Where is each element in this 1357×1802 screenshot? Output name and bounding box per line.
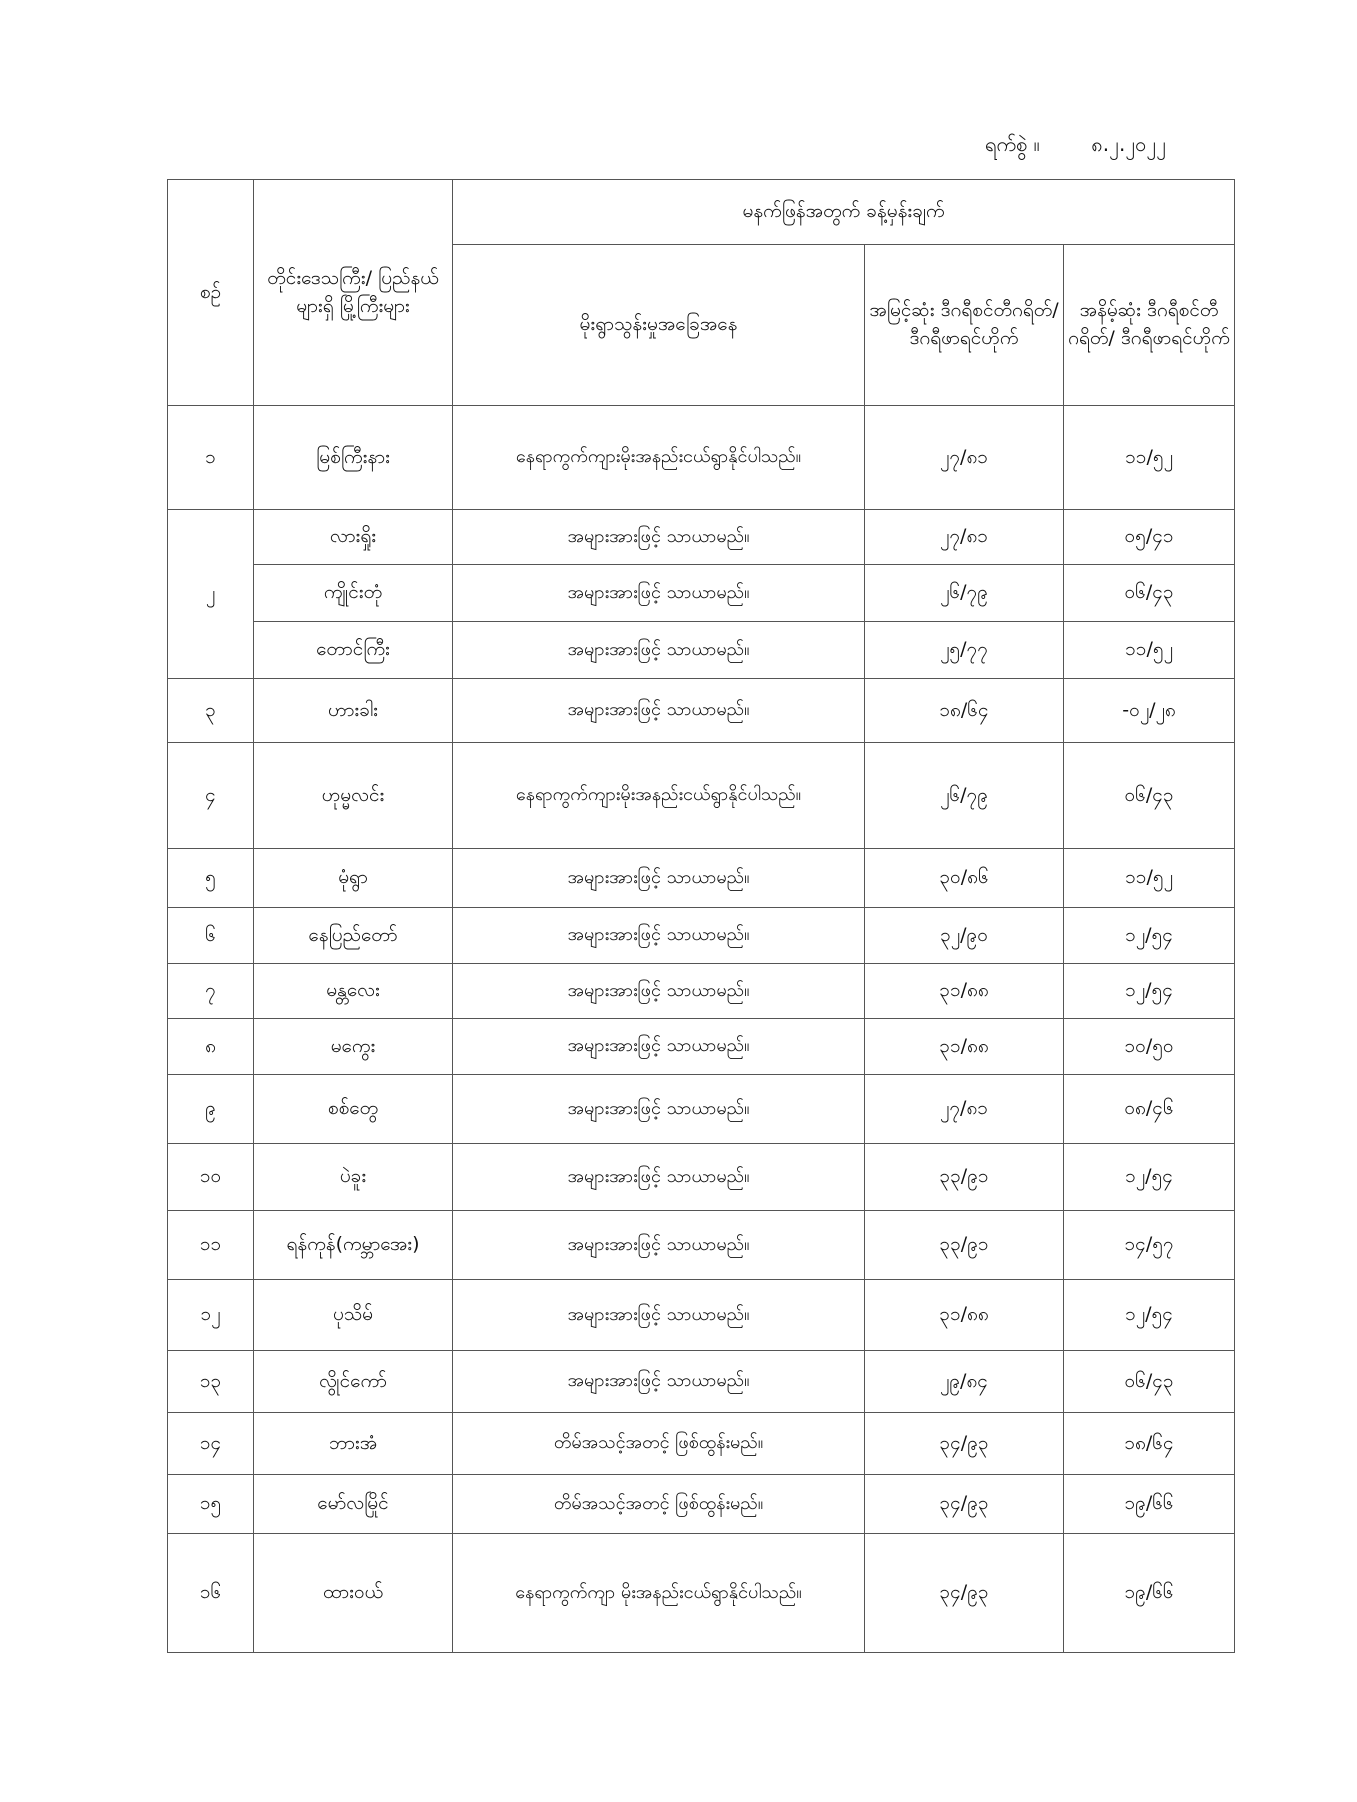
max-temperature: ၃၀/၈၆: [865, 849, 1064, 908]
city-name: လားရှိုး: [254, 510, 453, 565]
table-row: [168, 1019, 1235, 1075]
table-row: [168, 1351, 1235, 1413]
table-row: [168, 743, 1235, 849]
serial-number: ၇: [168, 964, 254, 1019]
table-row: [168, 510, 1235, 565]
table-row: [168, 1211, 1235, 1280]
min-temperature: ၁၈/၆၄: [1064, 1413, 1235, 1475]
serial-number: ၁၅: [168, 1475, 254, 1534]
max-temperature: ၂၉/၈၄: [865, 1351, 1064, 1413]
min-temperature: ၁၁/၅၂: [1064, 622, 1235, 679]
min-temperature: ၁၉/၆၆: [1064, 1534, 1235, 1653]
city-name: မုံရွာ: [254, 849, 453, 908]
forecast-table-body: [168, 180, 1235, 1653]
rain-condition: အများအားဖြင့် သာယာမည်။: [453, 1211, 865, 1280]
min-temperature: ၁၂/၅၄: [1064, 1280, 1235, 1351]
serial-number: ၉: [168, 1075, 254, 1144]
forecast-table: [167, 179, 1235, 1653]
min-temperature: ၁၁/၅၂: [1064, 406, 1235, 510]
city-name: မော်လမြိုင်: [254, 1475, 453, 1534]
max-temperature: ၃၃/၉၁: [865, 1211, 1064, 1280]
rain-condition: အများအားဖြင့် သာယာမည်။: [453, 1075, 865, 1144]
max-temperature: ၂၅/၇၇: [865, 622, 1064, 679]
serial-number: ၁၄: [168, 1413, 254, 1475]
rain-condition: အများအားဖြင့် သာယာမည်။: [453, 849, 865, 908]
header-city: တိုင်းဒေသကြီး/ ပြည်နယ်များရှိ မြို့ကြီးများ: [254, 180, 453, 406]
rain-condition: အများအားဖြင့် သာယာမည်။: [453, 510, 865, 565]
city-name: ကျိုင်းတုံ: [254, 565, 453, 622]
header-forecast-group: မနက်ဖြန်အတွက် ခန့်မှန်းချက်: [453, 180, 1235, 245]
min-temperature: -၀၂/၂၈: [1064, 679, 1235, 743]
min-temperature: ၁၁/၅၂: [1064, 849, 1235, 908]
max-temperature: ၂၆/၇၉: [865, 565, 1064, 622]
min-temperature: ၁၂/၅၄: [1064, 964, 1235, 1019]
city-name: တောင်ကြီး: [254, 622, 453, 679]
table-row: [168, 1280, 1235, 1351]
city-name: လွိုင်ကော်: [254, 1351, 453, 1413]
max-temperature: ၁၈/၆၄: [865, 679, 1064, 743]
min-temperature: ၁၄/၅၇: [1064, 1211, 1235, 1280]
max-temperature: ၃၃/၉၁: [865, 1144, 1064, 1211]
rain-condition: အများအားဖြင့် သာယာမည်။: [453, 1280, 865, 1351]
max-temperature: ၃၄/၉၃: [865, 1413, 1064, 1475]
rain-condition: တိမ်အသင့်အတင့် ဖြစ်ထွန်းမည်။: [453, 1413, 865, 1475]
serial-number: ၂: [168, 510, 254, 679]
table-row: [168, 1144, 1235, 1211]
city-name: ဟားခါး: [254, 679, 453, 743]
city-name: စစ်တွေ: [254, 1075, 453, 1144]
serial-number: ၁၀: [168, 1144, 254, 1211]
city-name: မကွေး: [254, 1019, 453, 1075]
city-name: ပဲခူး: [254, 1144, 453, 1211]
date-value: ၈.၂.၂၀၂၂: [1091, 132, 1167, 156]
min-temperature: ၀၆/၄၃: [1064, 1351, 1235, 1413]
min-temperature: ၁၂/၅၄: [1064, 1144, 1235, 1211]
city-name: မန္တလေး: [254, 964, 453, 1019]
rain-condition: အများအားဖြင့် သာယာမည်။: [453, 565, 865, 622]
min-temperature: ၀၆/၄၃: [1064, 565, 1235, 622]
serial-number: ၁၃: [168, 1351, 254, 1413]
max-temperature: ၃၁/၈၈: [865, 964, 1064, 1019]
max-temperature: ၂၇/၈၁: [865, 1075, 1064, 1144]
city-name: နေပြည်တော်: [254, 908, 453, 964]
min-temperature: ၁၉/၆၆: [1064, 1475, 1235, 1534]
date-line: [985, 131, 1205, 165]
city-name: မြစ်ကြီးနား: [254, 406, 453, 510]
max-temperature: ၃၄/၉၃: [865, 1475, 1064, 1534]
table-row: [168, 1075, 1235, 1144]
serial-number: ၆: [168, 908, 254, 964]
min-temperature: ၁၀/၅၀: [1064, 1019, 1235, 1075]
rain-condition: အများအားဖြင့် သာယာမည်။: [453, 964, 865, 1019]
city-name: ရန်ကုန်(ကမ္ဘာအေး): [254, 1211, 453, 1280]
max-temperature: ၃၂/၉၀: [865, 908, 1064, 964]
serial-number: ၁၆: [168, 1534, 254, 1653]
serial-number: ၅: [168, 849, 254, 908]
city-name: ပုသိမ်: [254, 1280, 453, 1351]
city-name: ထားဝယ်: [254, 1534, 453, 1653]
max-temperature: ၂၇/၈၁: [865, 510, 1064, 565]
table-row: [168, 908, 1235, 964]
table-row: [168, 1413, 1235, 1475]
max-temperature: ၂၆/၇၉: [865, 743, 1064, 849]
header-rain-condition: မိုးရွာသွန်းမှုအခြေအနေ: [453, 245, 865, 406]
table-row: [168, 1534, 1235, 1653]
serial-number: ၄: [168, 743, 254, 849]
serial-number: ၁၂: [168, 1280, 254, 1351]
max-temperature: ၃၁/၈၈: [865, 1280, 1064, 1351]
rain-condition: နေရာကွက်ကျာ မိုးအနည်းငယ်ရွာနိုင်ပါသည်။: [453, 1534, 865, 1653]
table-row: [168, 565, 1235, 622]
table-row: [168, 622, 1235, 679]
serial-number: ၁: [168, 406, 254, 510]
serial-number: ၈: [168, 1019, 254, 1075]
max-temperature: ၃၄/၉၃: [865, 1534, 1064, 1653]
max-temperature: ၂၇/၈၁: [865, 406, 1064, 510]
rain-condition: တိမ်အသင့်အတင့် ဖြစ်ထွန်းမည်။: [453, 1475, 865, 1534]
table-row: [168, 406, 1235, 510]
date-label: ရက်စွဲ ။: [985, 132, 1040, 156]
table-row: [168, 679, 1235, 743]
min-temperature: ၀၆/၄၃: [1064, 743, 1235, 849]
rain-condition: အများအားဖြင့် သာယာမည်။: [453, 1019, 865, 1075]
rain-condition: အများအားဖြင့် သာယာမည်။: [453, 1351, 865, 1413]
rain-condition: နေရာကွက်ကျားမိုးအနည်းငယ်ရွာနိုင်ပါသည်။: [453, 743, 865, 849]
table-row: [168, 849, 1235, 908]
city-name: ဘားအံ: [254, 1413, 453, 1475]
serial-number: ၁၁: [168, 1211, 254, 1280]
min-temperature: ၁၂/၅၄: [1064, 908, 1235, 964]
header-min-temp: အနိမ့်ဆုံး ဒီဂရီစင်တီဂရိတ်/ ဒီဂရီဖာရင်ဟိုက်: [1064, 245, 1235, 406]
max-temperature: ၃၁/၈၈: [865, 1019, 1064, 1075]
rain-condition: အများအားဖြင့် သာယာမည်။: [453, 679, 865, 743]
table-row: [168, 964, 1235, 1019]
min-temperature: ၀၅/၄၁: [1064, 510, 1235, 565]
rain-condition: အများအားဖြင့် သာယာမည်။: [453, 622, 865, 679]
rain-condition: နေရာကွက်ကျားမိုးအနည်းငယ်ရွာနိုင်ပါသည်။: [453, 406, 865, 510]
header-row: [168, 180, 1235, 245]
header-serial: စဉ်: [168, 180, 254, 406]
rain-condition: အများအားဖြင့် သာယာမည်။: [453, 908, 865, 964]
rain-condition: အများအားဖြင့် သာယာမည်။: [453, 1144, 865, 1211]
table-row: [168, 1475, 1235, 1534]
serial-number: ၃: [168, 679, 254, 743]
header-max-temp: အမြင့်ဆုံး ဒီဂရီစင်တီဂရိတ်/ ဒီဂရီဖာရင်ဟိုက်: [865, 245, 1064, 406]
min-temperature: ၀၈/၄၆: [1064, 1075, 1235, 1144]
city-name: ဟုမ္မလင်း: [254, 743, 453, 849]
